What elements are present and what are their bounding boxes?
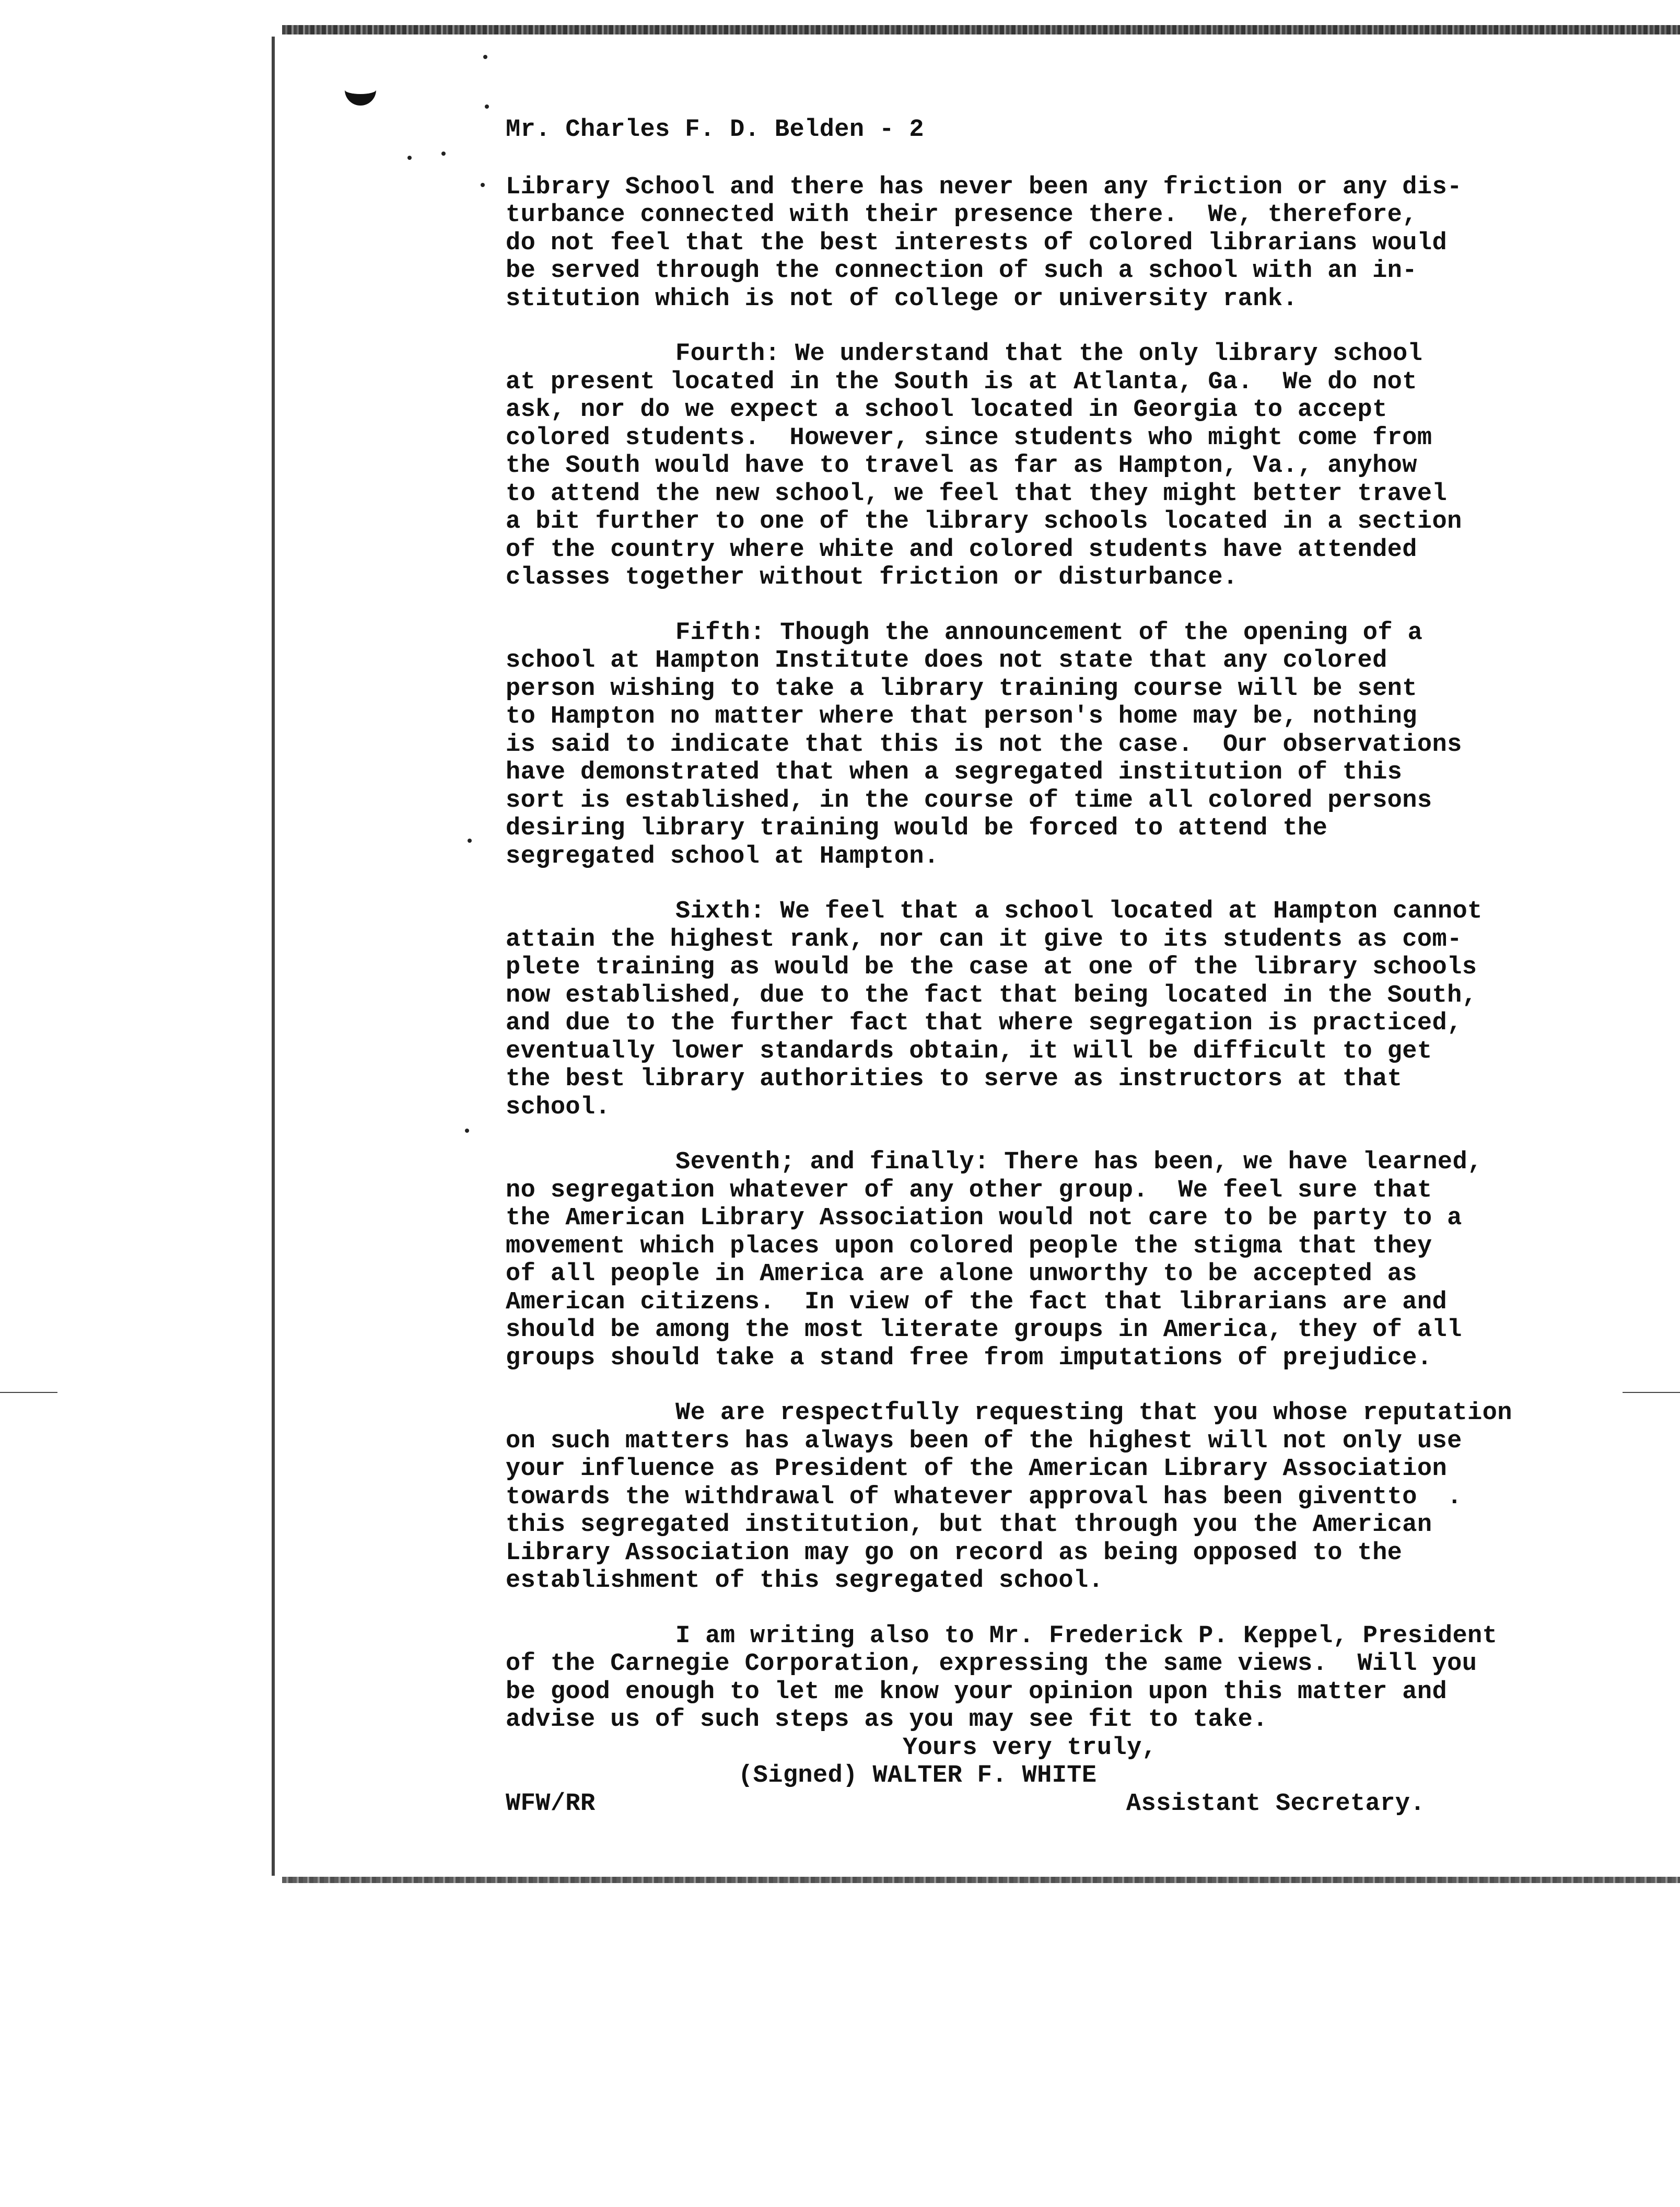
text-line: school. <box>506 1093 611 1121</box>
text-line: do not feel that the best interests of colored librarians would <box>506 229 1448 257</box>
text-line: ask, nor do we expect a school located in Georgia to accept <box>506 396 1387 424</box>
text-line: stitution which is not of college or university rank. <box>506 285 1298 313</box>
text-line: the best library authorities to serve as instructors at that <box>506 1065 1403 1093</box>
text-line: this segregated institution, but that through you the American <box>506 1511 1432 1539</box>
text-line: your influence as President of the American Library Association <box>506 1455 1448 1483</box>
text-line: at present located in the South is at Atlanta, Ga. We do not <box>506 368 1417 396</box>
text-line: Library School and there has never been any friction or any dis- <box>506 173 1462 201</box>
text-line: eventually lower standards obtain, it will be difficult to get <box>506 1037 1432 1065</box>
text-line: plete training as would be the case at one of the library schools <box>506 954 1477 981</box>
text-line: of the country where white and colored students have attended <box>506 536 1417 564</box>
text-line: classes together without friction or disturbance. <box>506 564 1238 591</box>
letter-body <box>506 116 1634 1818</box>
text-line: is said to indicate that this is not the case. Our observations <box>506 730 1462 759</box>
text-line: on such matters has always been of the highest will not only use <box>506 1427 1462 1455</box>
page-title: Mr. Charles F. D. Belden - 2 <box>506 116 924 144</box>
text-line: no segregation whatever of any other group. We feel sure that <box>506 1176 1432 1204</box>
text-line: establishment of this segregated school. <box>506 1567 1104 1595</box>
text-line: be good enough to let me know your opinion upon this matter and <box>506 1678 1448 1706</box>
text-line: Fifth: Though the announcement of the opening of a <box>675 619 1423 647</box>
text-line: Seventh; and finally: There has been, we have learned, <box>675 1148 1483 1176</box>
text-line: of all people in America are alone unworthy to be accepted as <box>506 1260 1417 1288</box>
paragraph-seventh <box>506 1148 1634 1372</box>
text-line: and due to the further fact that where segregation is practiced, <box>506 1009 1462 1037</box>
paragraph-final <box>506 1622 1634 1734</box>
text-line: Library Association may go on record as being opposed to the <box>506 1539 1403 1567</box>
text-line: a bit further to one of the library schools located in a section <box>506 508 1462 536</box>
text-line: to Hampton no matter where that person's home may be, nothing <box>506 703 1417 730</box>
text-line: of the Carnegie Corporation, expressing the same views. Will you <box>506 1650 1477 1678</box>
signature-row <box>506 1790 1425 1818</box>
text-line: turbance connected with their presence there. We, therefore, <box>506 201 1417 229</box>
text-line: We are respectfully requesting that you whose reputation <box>675 1399 1512 1427</box>
text-line: the American Library Association would not care to be party to a <box>506 1204 1462 1232</box>
text-line: to attend the new school, we feel that they might better travel <box>506 480 1448 508</box>
scan-speck <box>468 839 472 843</box>
text-line: be served through the connection of such a school with an in- <box>506 257 1417 285</box>
typist-initials: WFW/RR <box>506 1790 596 1818</box>
scan-speck <box>465 1129 469 1133</box>
paragraph-fifth <box>506 619 1634 871</box>
signer-title: Assistant Secretary. <box>1126 1790 1425 1818</box>
scan-edge-top <box>282 25 1680 34</box>
scan-edge-bottom <box>282 1877 1680 1883</box>
text-line: now established, due to the fact that being located in the South, <box>506 981 1477 1009</box>
text-line: person wishing to take a library training course will be sent <box>506 675 1417 703</box>
text-line: groups should take a stand free from imputations of prejudice. <box>506 1344 1432 1372</box>
scan-speck <box>485 104 489 109</box>
text-line: have demonstrated that when a segregated institution of this <box>506 759 1403 786</box>
scan-speck <box>481 183 485 187</box>
signature: (Signed) WALTER F. WHITE <box>738 1762 1097 1790</box>
text-line: segregated school at Hampton. <box>506 842 939 870</box>
text-line: towards the withdrawal of whatever approval has been giventto . <box>506 1483 1462 1511</box>
text-line: sort is established, in the course of time all colored persons <box>506 786 1432 815</box>
text-line: colored students. However, since students who might come from <box>506 424 1432 452</box>
paragraph-request <box>506 1399 1634 1595</box>
text-line: advise us of such steps as you may see fit to take. <box>506 1706 1268 1734</box>
staple-mark <box>345 47 376 106</box>
scan-speck <box>483 55 487 59</box>
scan-speck <box>407 156 412 160</box>
fold-tick-left <box>0 1392 57 1393</box>
text-line: the South would have to travel as far as Hampton, Va., anyhow <box>506 452 1417 480</box>
scan-edge-left <box>272 37 275 1876</box>
text-line: I am writing also to Mr. Frederick P. Keppel, President <box>675 1622 1498 1650</box>
paragraph-fourth <box>506 340 1634 592</box>
text-line: should be among the most literate groups in America, they of all <box>506 1316 1462 1344</box>
text-line: Fourth: We understand that the only library school <box>675 340 1423 368</box>
paragraph-sixth <box>506 898 1634 1121</box>
text-line: school at Hampton Institute does not state that any colored <box>506 647 1387 675</box>
scan-speck <box>441 152 446 156</box>
text-line: American citizens. In view of the fact that librarians are and <box>506 1288 1448 1316</box>
text-line: Sixth: We feel that a school located at Hampton cannot <box>675 898 1483 925</box>
salutation: Yours very truly, <box>903 1734 1157 1762</box>
text-line: desiring library training would be forced to attend the <box>506 815 1328 842</box>
text-line: attain the highest rank, nor can it give to its students as com- <box>506 925 1462 954</box>
text-line: movement which places upon colored people the stigma that they <box>506 1232 1432 1260</box>
letter-closing <box>506 1734 1634 1818</box>
paragraph-continuation <box>506 173 1634 313</box>
